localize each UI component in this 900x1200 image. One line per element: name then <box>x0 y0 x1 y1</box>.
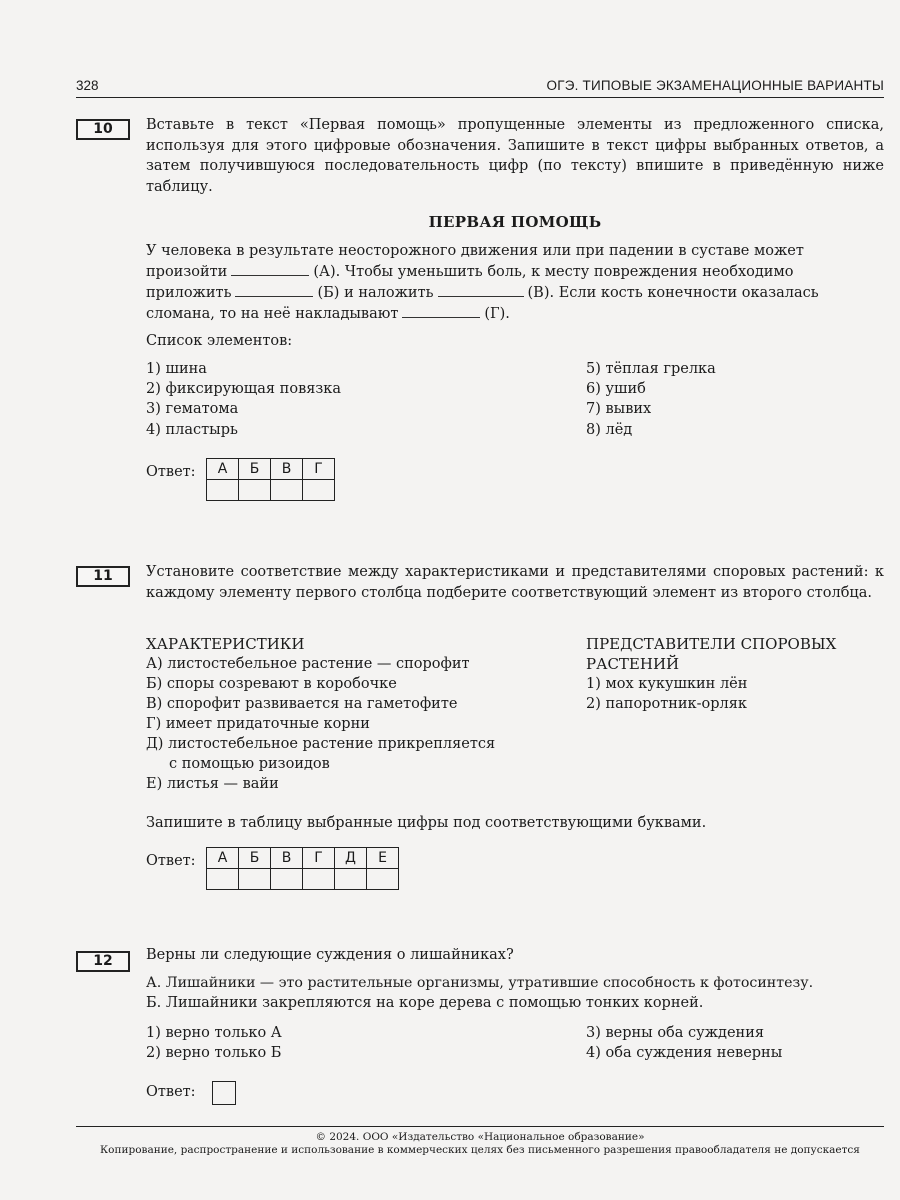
page-header <box>76 77 884 98</box>
q10-text-3a: приложить <box>146 285 232 301</box>
answer-input-cell[interactable] <box>239 869 271 890</box>
page-number: 328 <box>76 78 99 93</box>
q12-option[interactable]: 1) верно только А <box>146 1025 282 1041</box>
q12-option[interactable]: 3) верны оба суждения <box>586 1025 765 1041</box>
q10-list-item: 1) шина <box>146 361 207 377</box>
q11-instruction: Установите соответствие между характеристиками и представителями споровых растений: к каждому элементу первого столбца подберите соответствующий элемент из второго столбца. <box>146 564 884 601</box>
q12-answer-box[interactable] <box>212 1081 236 1105</box>
q10-text-line2 <box>146 262 793 282</box>
q10-heading: ПЕРВАЯ ПОМОЩЬ <box>428 213 602 231</box>
q11-characteristic: В) спорофит развивается на гаметофите <box>146 696 458 712</box>
answer-header-cell: Г <box>303 459 335 480</box>
answer-header-cell: А <box>207 459 239 480</box>
q10-text-line1 <box>146 241 884 261</box>
question-number-12: 12 <box>76 951 130 972</box>
q10-text-2a: произойти <box>146 264 228 280</box>
copyright-notice: Копирование, распространение и использование в коммерческих целях без письменного разрешения правообладателя не допускается <box>100 1144 860 1156</box>
copyright-line: © 2024. ООО «Издательство «Национальное образование» <box>315 1131 645 1143</box>
answer-input-cell[interactable] <box>271 480 303 501</box>
blank-a[interactable] <box>231 263 309 276</box>
q10-list-item: 2) фиксирующая повязка <box>146 381 341 397</box>
blank-v[interactable] <box>438 284 524 297</box>
page-footer <box>76 1126 884 1157</box>
q10-list-item: 8) лёд <box>586 422 633 438</box>
q11-characteristic: Б) споры созревают в коробочке <box>146 676 397 692</box>
blank-b[interactable] <box>235 284 313 297</box>
answer-header-cell: В <box>271 848 303 869</box>
q10-list-item: 3) гематома <box>146 401 239 417</box>
answer-input-cell[interactable] <box>207 480 239 501</box>
q10-text-3c: (В). Если кость конечности оказалась <box>527 285 819 301</box>
q11-answer-label: Ответ: <box>146 853 196 869</box>
answer-header-cell: Е <box>367 848 399 869</box>
q11-col2-title-line1: ПРЕДСТАВИТЕЛИ СПОРОВЫХ <box>586 635 837 653</box>
q11-write-instruction: Запишите в таблицу выбранные цифры под соответствующими буквами. <box>146 815 707 831</box>
running-title: ОГЭ. ТИПОВЫЕ ЭКЗАМЕНАЦИОННЫЕ ВАРИАНТЫ <box>546 78 884 93</box>
q10-text-3b: (Б) и наложить <box>317 285 434 301</box>
answer-input-cell[interactable] <box>303 869 335 890</box>
q11-characteristic: А) листостебельное растение — спорофит <box>146 656 470 672</box>
answer-header-cell: Г <box>303 848 335 869</box>
q11-characteristic: Д) листостебельное растение прикрепляется <box>146 736 496 752</box>
answer-header-cell: В <box>271 459 303 480</box>
q10-list-item: 4) пластырь <box>146 422 238 438</box>
answer-input-cell[interactable] <box>303 480 335 501</box>
q11-characteristic: Г) имеет придаточные корни <box>146 716 370 732</box>
q10-list-item: 6) ушиб <box>586 381 646 397</box>
answer-header-cell: Б <box>239 848 271 869</box>
answer-input-cell[interactable] <box>207 869 239 890</box>
q10-answer-table <box>206 458 335 501</box>
q10-answer-label: Ответ: <box>146 464 196 480</box>
q11-representative: 2) папоротник-орляк <box>586 696 747 712</box>
q10-text-4b: (Г). <box>484 306 510 322</box>
q11-col2-title-line2: РАСТЕНИЙ <box>586 655 680 673</box>
answer-input-cell[interactable] <box>367 869 399 890</box>
q12-option[interactable]: 4) оба суждения неверны <box>586 1045 783 1061</box>
question-number-10: 10 <box>76 119 130 140</box>
answer-input-cell[interactable] <box>239 480 271 501</box>
answer-header-cell: Д <box>335 848 367 869</box>
q11-representative: 1) мох кукушкин лён <box>586 676 748 692</box>
question-number-11: 11 <box>76 566 130 587</box>
q10-text-4a: сломана, то на неё накладывают <box>146 306 399 322</box>
q11-col1-title: ХАРАКТЕРИСТИКИ <box>146 635 305 653</box>
q12-statement-b: Б. Лишайники закрепляются на коре дерева с помощью тонких корней. <box>146 995 704 1011</box>
q10-instruction: Вставьте в текст «Первая помощь» пропущенные элементы из предложенного списка, используя для этого цифровые обозначения. Запишите в текст цифры выбранных ответов, а затем получившуюся последовательность цифр (по тексту) впишите в приведённую ниже таблицу. <box>146 117 884 195</box>
q11-answer-table <box>206 847 399 890</box>
q12-statement-a: А. Лишайники — это растительные организмы, утратившие способность к фотосинтезу. <box>146 975 814 991</box>
q10-list-item: 7) вывих <box>586 401 652 417</box>
q11-characteristic: Е) листья — вайи <box>146 776 279 792</box>
q10-text-line1-content: У человека в результате неосторожного движения или при падении в суставе может <box>146 243 804 259</box>
answer-header-cell: А <box>207 848 239 869</box>
q12-answer-label: Ответ: <box>146 1084 196 1100</box>
q10-list-item: 5) тёплая грелка <box>586 361 716 377</box>
q12-question: Верны ли следующие суждения о лишайниках? <box>146 947 514 963</box>
blank-g[interactable] <box>402 305 480 318</box>
answer-input-cell[interactable] <box>271 869 303 890</box>
q10-text-2b: (А). Чтобы уменьшить боль, к месту повреждения необходимо <box>313 264 794 280</box>
q10-list-title: Список элементов: <box>146 333 293 349</box>
answer-header-cell: Б <box>239 459 271 480</box>
q11-characteristic-cont: с помощью ризоидов <box>169 756 330 772</box>
q12-option[interactable]: 2) верно только Б <box>146 1045 282 1061</box>
answer-input-cell[interactable] <box>335 869 367 890</box>
q10-text-line4 <box>146 304 510 324</box>
q10-text-line3 <box>146 283 819 303</box>
